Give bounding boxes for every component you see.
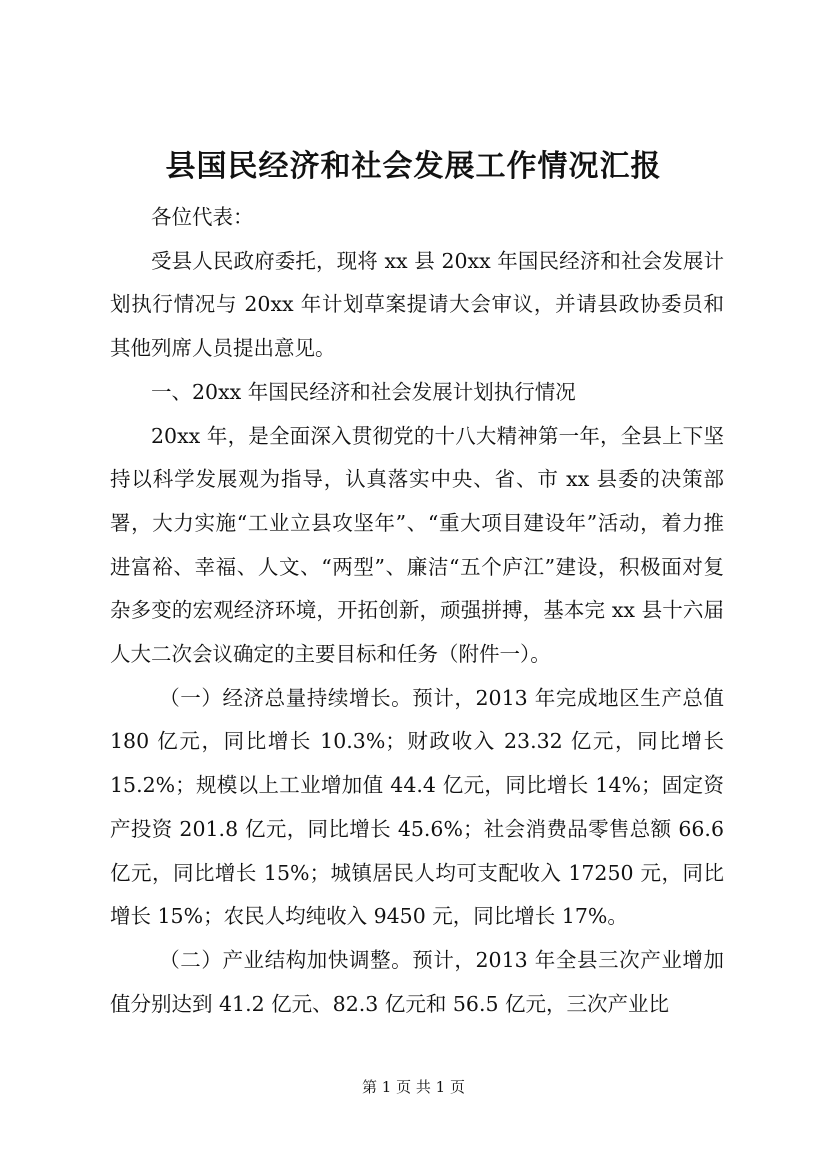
document-body [110,196,724,1026]
economic-growth-paragraph: （一）经济总量持续增长。预计，2013 年完成地区生产总值 180 亿元，同比增长 10.3%；财政收入 23.32 亿元，同比增长 15.2%；规模以上工业增加值 44.4 亿元，同比增长 14%；固定资产投资 201.8 亿元，同比增长 45.6%；社会消费品零售总额 66.6 亿元，同比增长 15%；城镇居民人均可支配收入 17250 元，同比增长 15%；农民人均纯收入 9450 元，同比增长 17%。 [110,685,724,929]
intro-paragraph: 受县人民政府委托，现将 xx 县 20xx 年国民经济和社会发展计划执行情况与 20xx 年计划草案提请大会审议，并请县政协委员和其他列席人员提出意见。 [110,248,724,361]
overview-paragraph: 20xx 年，是全面深入贯彻党的十八大精神第一年，全县上下坚持以科学发展观为指导，认真落实中央、省、市 xx 县委的决策部署，大力实施“工业立县攻坚年”、“重大项目建设年”活动，着力推进富裕、幸福、人文、“两型”、廉洁“五个庐江”建设，积极面对复杂多变的宏观经济环境，开拓创新，顽强拼搏，基本完 xx 县十六届人大二次会议确定的主要目标和任务（附件一）。 [110,423,724,667]
salutation-paragraph: 各位代表： [151,205,254,229]
industry-structure-paragraph: （二）产业结构加快调整。预计，2013 年全县三次产业增加值分别达到 41.2 亿元、82.3 亿元和 56.5 亿元，三次产业比 [110,947,724,1016]
document-title: 县国民经济和社会发展工作情况汇报 [165,149,662,184]
page-number-footer: 第 1 页 共 1 页 [362,1078,465,1096]
section-heading-1: 一、20xx 年国民经济和社会发展计划执行情况 [151,379,576,404]
